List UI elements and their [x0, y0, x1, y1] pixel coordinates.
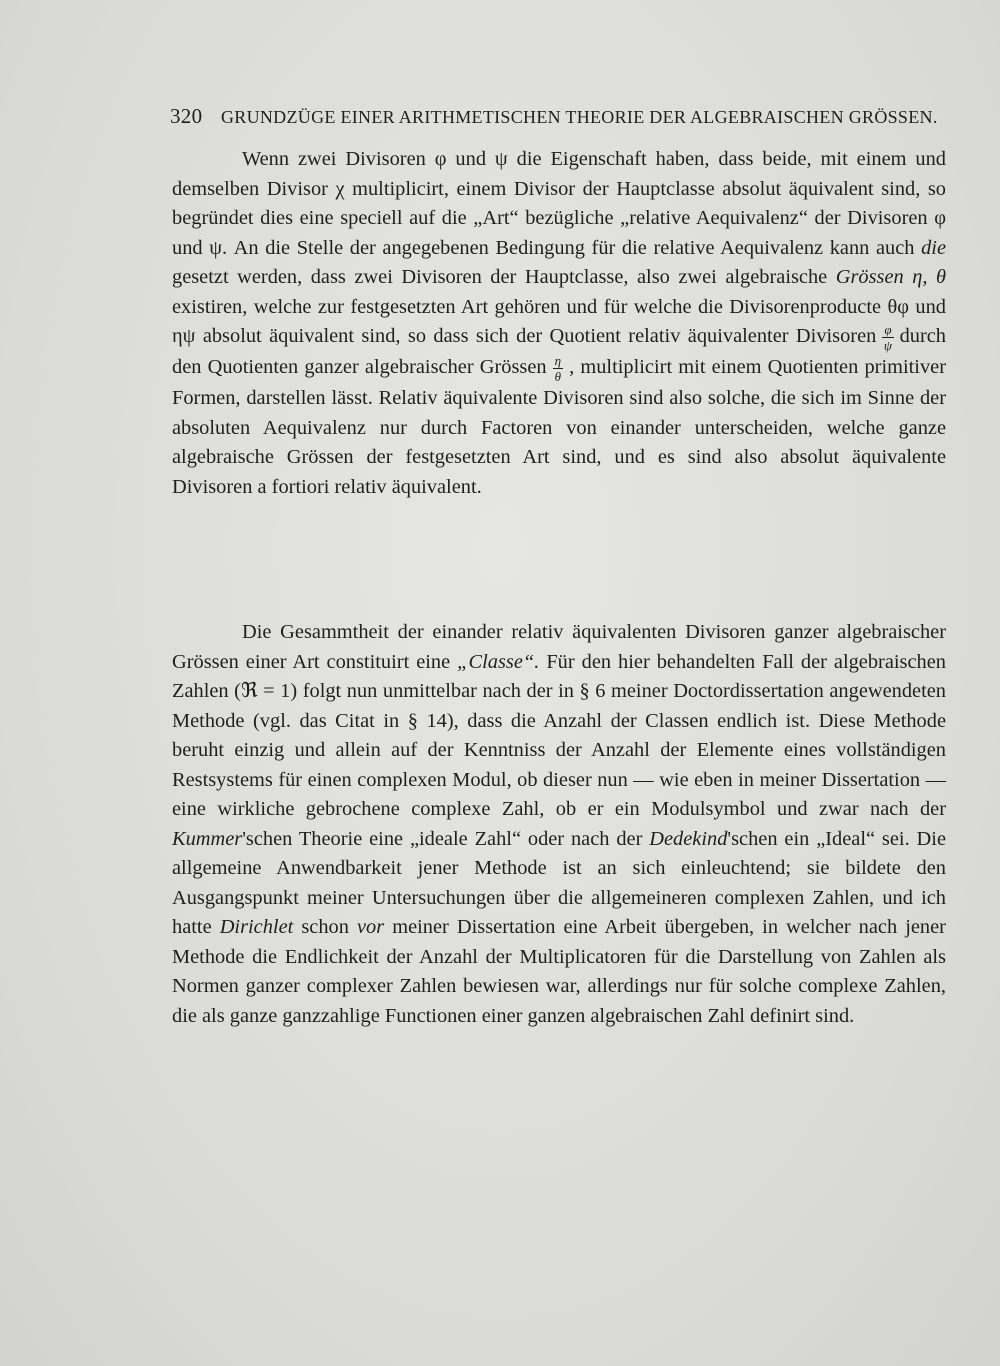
p2-text-4: 'schen ein „Ideal“ sei. Die allgemeine Anwendbarkeit jener Methode ist an sich einleuchtend; sie bildete den Ausgangspunkt meiner Untersuchungen über die allgemeineren complexen Zahlen, und ich hatte [172, 827, 946, 938]
paragraph-relative-aequivalenz [172, 145, 946, 502]
running-header [170, 104, 950, 129]
p2-text-6: meiner Dissertation eine Arbeit übergeben, in welcher nach jener Methode die Endlichkeit der Anzahl der Multiplicatoren für die Darstellung von Zahlen als Normen ganzer complexer Zahlen bewiesen war, allerdings nur für solche complexe Zahlen, die als ganze ganzzahlige Functionen einer ganzen algebraischen Zahl definirt sind. [172, 916, 946, 1027]
fraction-eta-theta [553, 353, 563, 384]
running-title: GRUNDZÜGE EINER ARITHMETISCHEN THEORIE DER ALGEBRAISCHEN GRÖSSEN. [220, 107, 938, 127]
p2-dirichlet-italic: Dirichlet [219, 916, 294, 938]
p2-text-5: schon [301, 916, 349, 938]
p1-text-4: durch den Quotienten ganzer algebraischer Grössen [172, 325, 946, 379]
fraction-denominator: θ [554, 369, 562, 384]
p2-text-1: Die Gesammtheit der einander relativ äquivalenten Divisoren ganzer algebraischer Grössen einer Art constituirt eine [172, 621, 946, 673]
p2-kummer-italic: Kummer [172, 827, 243, 850]
p1-die-italic: die [921, 236, 946, 259]
fraction-numerator: φ [884, 322, 892, 337]
p1-text-1: Wenn zwei Divisoren φ und ψ die Eigenschaft haben, dass beide, mit einem und demselben Divisor χ multiplicirt, einem Divisor der Hauptclasse absolut äquivalent sind, so begründet dies eine speciell auf die „Art“ bezügliche „relative Aequivalenz“ der Divisoren φ und ψ. An die Stelle der angegebenen Bedingung für die relative Aequivalenz kann auch [172, 148, 946, 259]
p2-text-2: Für den hier behandelten Fall der algebraischen Zahlen (ℜ = 1) folgt nun unmittelbar nach der in § 6 meiner Doctordissertation angewendeten Methode (vgl. das Citat in § 14), dass die Anzahl der Classen endlich ist. Diese Methode beruht einzig und allein auf der Kenntniss der Anzahl der Elemente eines vollständigen Restsystems für einen complexen Modul, ob dieser nun — wie eben in meiner Dissertation — eine wirkliche gebrochene complexe Zahl, ob er ein Modulsymbol und zwar nach der [172, 650, 946, 820]
fraction-denominator: ψ [883, 338, 892, 353]
p2-text-3: 'schen Theorie eine „ideale Zahl“ oder nach der [242, 827, 643, 850]
p1-text-2: gesetzt werden, dass zwei Divisoren der Hauptclasse, also zwei algebraische [172, 266, 828, 288]
p1-text-3: existiren, welche zur festgesetzten Art gehören und für welche die Divisorenproducte θφ und ηψ absolut äquivalent sind, so dass sich der Quotient relativ äquivalenter Divisoren [172, 295, 946, 348]
p2-dedekind-italic: Dedekind [649, 827, 728, 850]
p1-text-5: , multiplicirt mit einem Quotienten primitiver Formen, darstellen lässt. Relativ äquivalente Divisoren sind also solche, die sich im Sinne der absoluten Aequivalenz nur durch Factoren von einander unterscheiden, welche ganze algebraische Grössen der festgesetzten Art sind, und es sind also absolut äquivalente Divisoren a fortiori relativ äquivalent. [172, 356, 946, 498]
page-number: 320 [170, 104, 203, 128]
paragraph-classe [172, 618, 946, 1031]
p2-vor-italic: vor [356, 916, 385, 938]
fraction-numerator: η [554, 353, 562, 368]
fraction-phi-psi [882, 322, 893, 353]
p1-groessen-italic: Grössen η, θ [835, 266, 946, 288]
p2-classe-italic: „Classe“. [457, 650, 540, 673]
